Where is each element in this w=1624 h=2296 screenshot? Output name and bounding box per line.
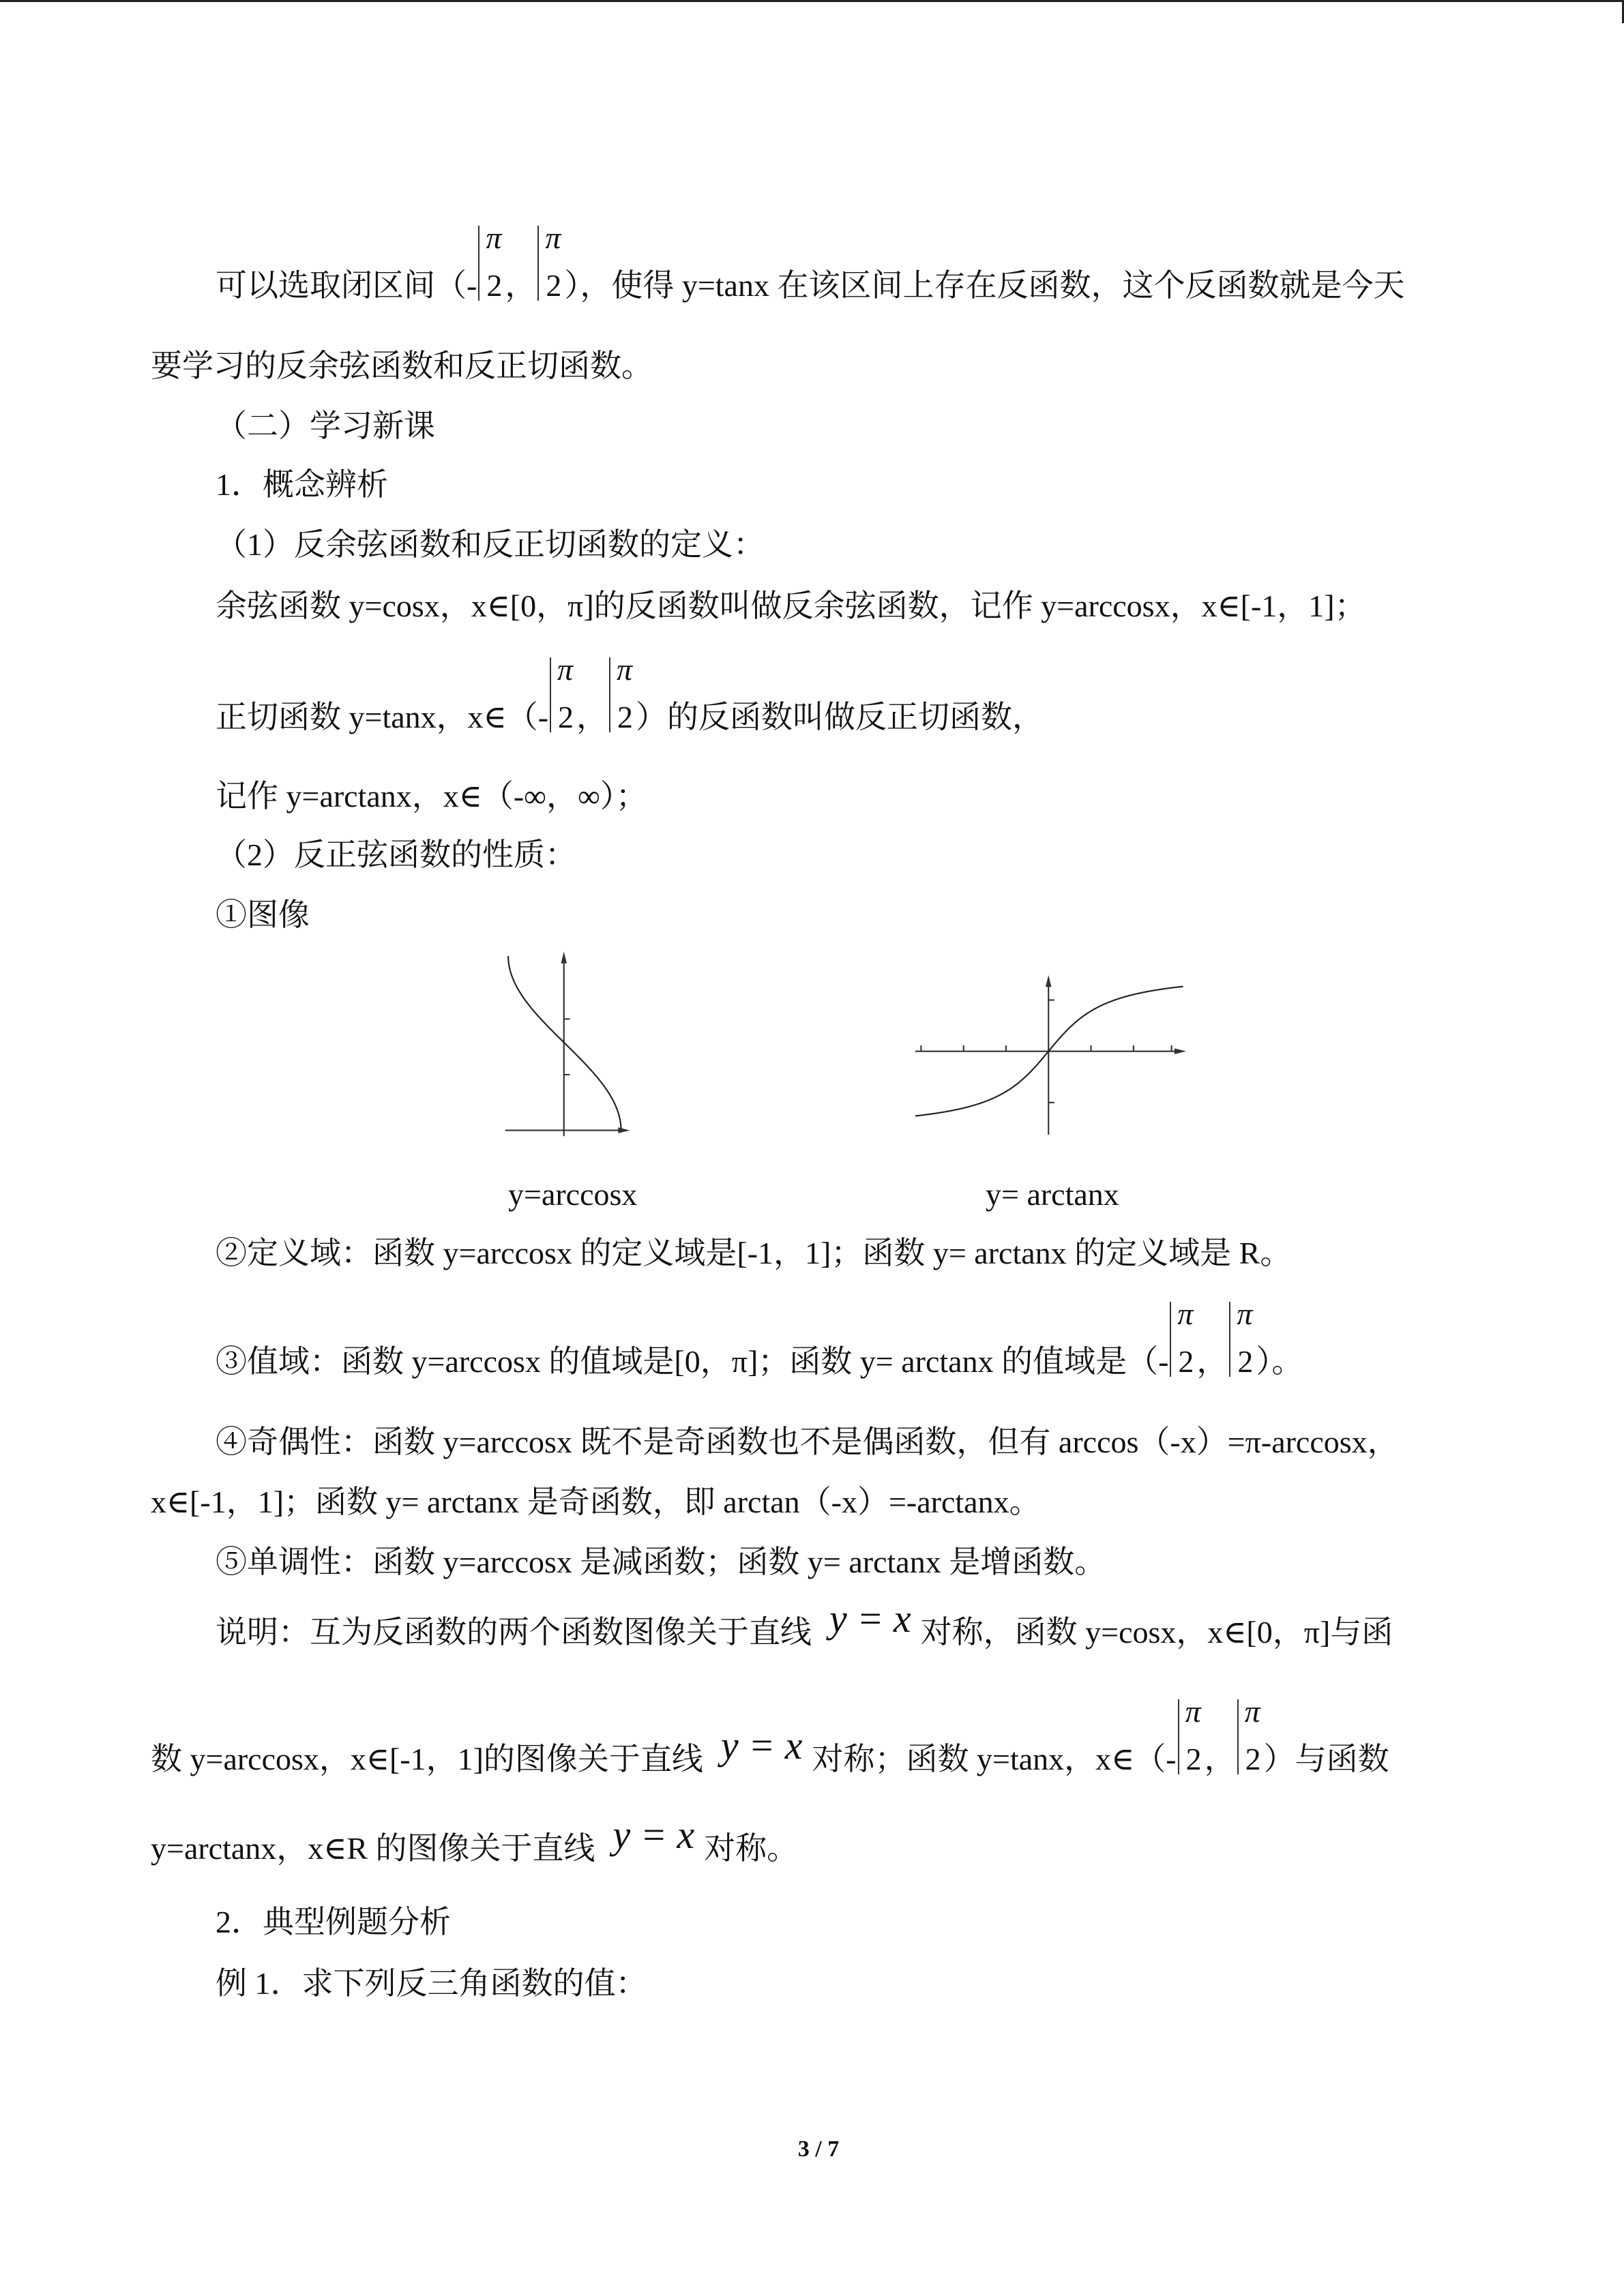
fraction-denominator: 2: [1237, 1344, 1254, 1379]
text-segment: ，: [1204, 1742, 1236, 1776]
fraction-bar: [550, 657, 551, 732]
fraction-pi-over-2: [1168, 1296, 1194, 1381]
text-segment: ）。: [1256, 1344, 1303, 1379]
text-segment: ③值域：函数 y=arccosx 的值域是[0，π]；函数 y= arctanx 的值域是（-: [216, 1344, 1169, 1379]
fraction-bar: [1178, 1699, 1179, 1774]
fraction-bar: [1170, 1302, 1171, 1377]
graph-label: ①图像: [216, 897, 310, 932]
y-axis-arrow: [1046, 975, 1052, 987]
math-y-equals-x: y = x: [720, 1723, 803, 1768]
y-axis-arrow: [561, 952, 567, 964]
definition-arctan: [216, 652, 1044, 736]
text-segment: ，: [1196, 1344, 1228, 1379]
fraction-bar: [478, 226, 479, 301]
definition-arctan-note: 记作 y=arctanx，x∈（-∞，∞）；: [216, 779, 647, 814]
definition-arccos: 余弦函数 y=cosx，x∈[0，π]的反函数叫做反余弦函数，记作 y=arccosx，x∈[-1，1]；: [216, 588, 1366, 623]
fraction-denominator: 2: [617, 700, 634, 734]
fraction-numerator: π: [1244, 1694, 1260, 1729]
text-segment: 对称；函数 y=tanx，x∈（-: [812, 1742, 1177, 1776]
properties-heading: （2）反正弦函数的性质：: [216, 837, 576, 872]
example-1-heading: 例 1．求下列反三角函数的值：: [216, 1966, 647, 2001]
note-line-2: [151, 1694, 1389, 1778]
fraction-numerator: π: [617, 652, 633, 687]
property-monotonicity: ⑤单调性：函数 y=arccosx 是减函数；函数 y= arctanx 是增函数。: [216, 1545, 1106, 1579]
math-y-equals-x: y = x: [612, 1813, 695, 1857]
fraction-pi-over-2: [608, 652, 634, 736]
fraction-denominator: 2: [1178, 1344, 1194, 1379]
text-segment: 可以选取闭区间（-: [216, 268, 477, 303]
fraction-pi-over-2: [1236, 1694, 1261, 1778]
arccos-graph-caption: y=arccosx: [508, 1177, 638, 1212]
text-segment: 数 y=arccosx，x∈[-1，1]的图像关于直线: [151, 1742, 703, 1776]
x-axis-arrow: [618, 1127, 630, 1133]
fraction-bar: [609, 657, 610, 732]
arccos-graph: [501, 946, 638, 1144]
arctan-graph-caption: y= arctanx: [986, 1177, 1119, 1212]
arctan-graph: [911, 971, 1191, 1138]
subsection-heading-1: 1．概念辨析: [216, 467, 388, 502]
note-line-1: [216, 1596, 1393, 1652]
fraction-denominator: 2: [1185, 1742, 1202, 1776]
fraction-denominator: 2: [546, 268, 562, 303]
property-parity-line-2: x∈[-1，1]；函数 y= arctanx 是奇函数，即 arctan（-x）=-arctanx。: [151, 1485, 1041, 1519]
fraction-denominator: 2: [558, 700, 574, 734]
fraction-pi-over-2: [477, 220, 503, 305]
text-segment: y=arctanx，x∈R 的图像关于直线: [151, 1831, 595, 1866]
fraction-pi-over-2: [1177, 1694, 1202, 1778]
note-line-3: [151, 1813, 799, 1868]
text-segment: ），使得 y=tanx 在该区间上存在反函数，这个反函数就是今天: [564, 268, 1405, 303]
definition-heading: （1）反余弦函数和反正切函数的定义：: [216, 527, 765, 562]
math-y-equals-x: y = x: [829, 1596, 911, 1641]
text-segment: 对称，函数 y=cosx，x∈[0，π]与函: [920, 1615, 1393, 1650]
fraction-pi-over-2: [548, 652, 574, 736]
text-segment: 说明：互为反函数的两个函数图像关于直线: [216, 1615, 812, 1650]
subsection-heading-2: 2．典型例题分析: [216, 1905, 451, 1939]
intro-line-2: 要学习的反余弦函数和反正切函数。: [151, 348, 653, 383]
x-axis-arrow: [1175, 1048, 1186, 1054]
page-top-edge: [0, 0, 1624, 2]
fraction-bar: [1229, 1302, 1230, 1377]
fraction-pi-over-2: [536, 220, 562, 305]
intro-line-1: [216, 220, 1405, 305]
property-domain: ②定义域：函数 y=arccosx 的定义域是[-1，1]；函数 y= arctanx 的定义域是 R。: [216, 1236, 1292, 1270]
property-range: [216, 1296, 1303, 1381]
fraction-denominator: 2: [1245, 1742, 1261, 1776]
fraction-numerator: π: [557, 652, 574, 687]
section-heading: （二）学习新课: [216, 408, 435, 443]
text-segment: ，: [576, 700, 608, 734]
fraction-bar: [1237, 1699, 1239, 1774]
fraction-numerator: π: [545, 220, 561, 255]
fraction-pi-over-2: [1228, 1296, 1254, 1381]
fraction-denominator: 2: [486, 268, 503, 303]
page-number: 3 / 7: [797, 2136, 840, 2162]
fraction-numerator: π: [1177, 1296, 1194, 1331]
text-segment: 对称。: [704, 1831, 799, 1866]
text-segment: ）与函数: [1263, 1742, 1389, 1776]
property-parity-line-1: ④奇偶性：函数 y=arccosx 既不是奇函数也不是偶函数，但有 arccos（-x）=π-arccosx，: [216, 1425, 1399, 1459]
text-segment: ）的反函数叫做反正切函数，: [636, 700, 1044, 734]
fraction-bar: [537, 226, 539, 301]
fraction-numerator: π: [486, 220, 502, 255]
fraction-numerator: π: [1185, 1694, 1201, 1729]
text-segment: 正切函数 y=tanx，x∈（-: [216, 700, 549, 734]
text-segment: ，: [505, 268, 537, 303]
fraction-numerator: π: [1237, 1296, 1253, 1331]
